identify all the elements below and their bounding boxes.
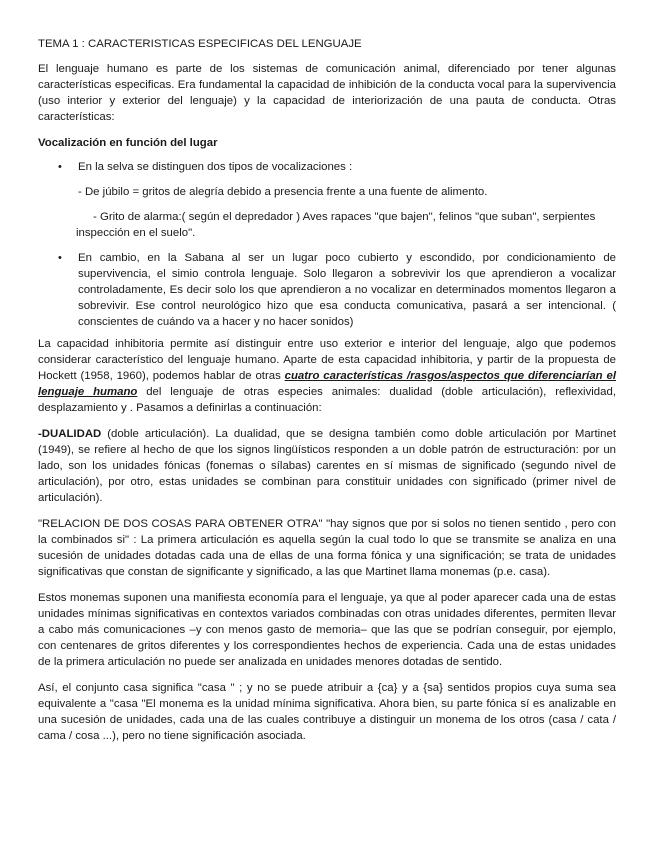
list-item-text: En cambio, en la Sabana al ser un lugar poco cubierto y escondido, por condicionamiento de supervivencia, el simio controla lenguaje. Solo llegaron a sobrevivir los que aprendieron a vocalizar controladamente, Es decir solo los que aprendieron a no vocalizar en determinados momentos llegaron a sobrevivir. Ese control neurológico hizo que esa conducta comunicativa, pasará a ser intencional. ( conscientes de cuándo va a hacer y no hacer sonidos) <box>78 252 616 328</box>
paragraph-hockett <box>38 336 616 416</box>
paragraph-casa: Así, el conjunto casa significa "casa " ; y no se puede atribuir a {ca} y a {sa} sentidos propios cuya suma sea equivalente a "casa "El monema es la unidad mínima significativa. Ahora bien, su parte fónica sí es analizable en una sucesión de unidades, cada una de las cuales contribuye a distinguir un monema de los otros (casa / cata / cama / cosa ...), pero no tiene significación asociada. <box>38 682 616 742</box>
paragraph-relacion: "RELACION DE DOS COSAS PARA OBTENER OTRA" "hay signos que por si solos no tienen sentido , pero con la combinados si" : La primera articulación es aquella según la cual todo lo que se transmite se analiza en una sucesión de unidades dotadas cada una de ellas de una forma fónica y una significación; se trata de unidades significativas que constan de significante y significado, a las que Martinet llama monemas (p.e. casa). <box>38 518 616 578</box>
sub-item-alarma: - Grito de alarma:( según el depredador ) Aves rapaces "que bajen", felinos "que suban", serpientes inspección en el suelo". <box>76 211 596 239</box>
intro-paragraph: El lenguaje humano es parte de los sistemas de comunicación animal, diferenciado por tener algunas características especificas. Era fundamental la capacidad de inhibición de la conducta vocal para la supervivencia (uso interior y exterior del lenguaje) y la capacidad de interiorización de una pauta de conducta. Otras características: <box>38 63 616 123</box>
bullet-icon: • <box>58 161 62 173</box>
paragraph-dualidad <box>38 426 616 506</box>
bullet-list <box>38 159 616 330</box>
list-item <box>38 250 616 330</box>
term-dualidad: -DUALIDAD <box>38 428 102 440</box>
paragraph-text: (doble articulación). La dualidad, que se designa también como doble articulación por Martinet (1949), se refiere al hecho de que los signos lingüísticos responden a un doble patrón de estructuración: por un lado, son los unidades fónicas (fonemas o sílabas) carentes en sí mismas de significado (segundo nivel de articulación), por otro, estas unidades se combinan para constituir unidades con significado (primer nivel de articulación). <box>38 428 616 504</box>
paragraph-monemas: Estos monemas suponen una manifiesta economía para el lenguaje, ya que al poder aparecer cada una de estas unidades mínimas significativas en contextos variados combinadas con otras unidades diferentes, permiten llevar a cabo más comunicaciones –y con menos gasto de memoria– que las que se podrían conseguir, por ejemplo, con centenares de gritos diferentes y los correspondientes hechos de experiencia. Cada una de estas unidades de la primera articulación no puede ser analizada en unidades menores dotadas de sentido. <box>38 592 616 668</box>
section-heading: Vocalización en función del lugar <box>38 137 218 149</box>
bullet-icon: • <box>58 252 62 264</box>
document-title: TEMA 1 : CARACTERISTICAS ESPECIFICAS DEL LENGUAJE <box>38 38 362 50</box>
list-item <box>38 159 616 175</box>
list-item-text: En la selva se distinguen dos tipos de vocalizaciones : <box>78 161 353 173</box>
document-page <box>38 36 616 754</box>
paragraph-text: La capacidad inhibitoria permite así distinguir entre uso exterior e interior del lenguaje, algo que podemos considerar característico del lenguaje humano. Aparte de esta capacidad inhibitoria, y partir de la propuesta de Hockett (1958, 1960), podemos hablar de otras <box>38 338 616 382</box>
paragraph-text: del lenguaje de otras especies animales: dualidad (doble articulación), reflexividad, desplazamiento y . Pasamos a definirlas a continuación: <box>38 386 616 414</box>
sub-item-jubilo: - De júbilo = gritos de alegría debido a presencia frente a una fuente de alimento. <box>78 186 488 198</box>
emphasized-text: cuatro características /rasgos/aspectos que diferenciarían el lenguaje humano <box>38 370 616 398</box>
